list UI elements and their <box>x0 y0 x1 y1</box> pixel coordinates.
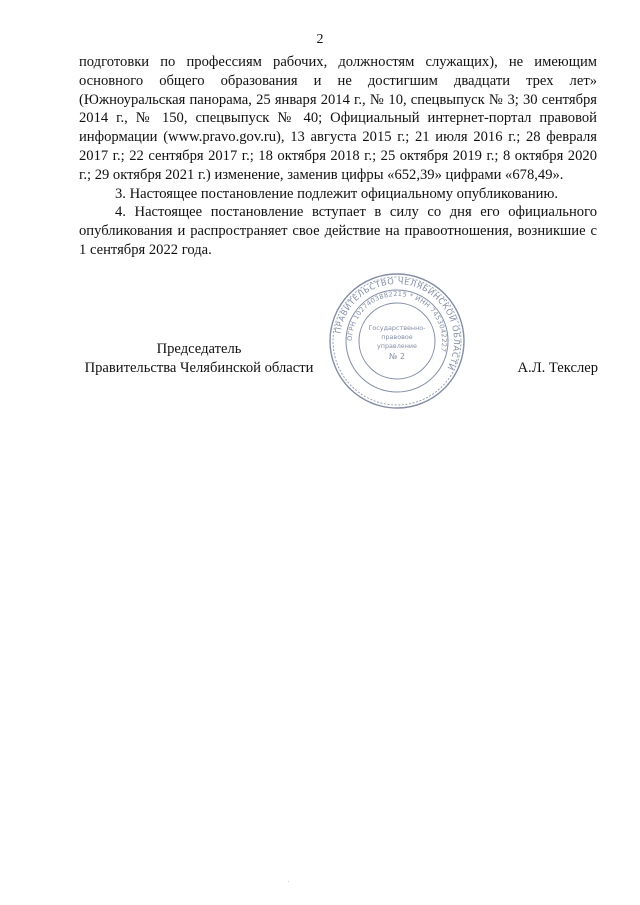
document-body <box>79 53 597 260</box>
signatory-position-title: Председатель <box>156 341 242 357</box>
page-number: 2 <box>316 32 324 47</box>
paragraph-continuation: подготовки по профессиям рабочих, должностям служащих), не имеющим основного общего образования и не достигшим двадцати трех лет» (Южноуральская панорама, 25 января 2014 г., № 10, спецвыпуск № 3; 30 сентября 2014 г., № 150, спецвыпуск № 40; Официальный интернет-портал правовой информации (www.pravo.gov.ru), 13 августа 2015 г.; 21 июля 2016 г.; 28 февраля 2017 г.; 22 сентября 2017 г.; 18 октября 2018 г.; 25 октября 2019 г.; 8 октября 2020 г.; 29 октября 2021 г.) изменение, заменив цифры «652,39» цифрами «678,49». <box>79 54 597 183</box>
seal-center-line-4: № 2 <box>389 352 405 361</box>
scan-artifact-dot: . <box>288 878 290 884</box>
signatory-position-org: Правительства Челябинской области <box>84 360 314 376</box>
paragraph-3-publication: 3. Настоящее постановление подлежит официальному опубликованию. <box>115 185 559 202</box>
seal-center-line-2: правовое <box>381 333 413 341</box>
seal-center-line-1: Государственно- <box>368 324 426 332</box>
seal-outer-text: ПРАВИТЕЛЬСТВО ЧЕЛЯБИНСКОЙ ОБЛАСТИ <box>332 275 463 373</box>
official-seal-stamp <box>326 270 468 412</box>
signatory-name: А.Л. Текслер <box>517 360 598 376</box>
signatory-position <box>79 340 319 378</box>
paragraph-4-effective-date: 4. Настоящее постановление вступает в силу со дня его официального опубликования и распространяет свое действие на правоотношения, возникшие с 1 сентября 2022 года. <box>79 204 597 258</box>
seal-center-line-3: управление <box>377 342 417 350</box>
seal-numbers-text: ОГРН 1027403882215 * ИНН 7453042227 <box>345 289 449 353</box>
seal-icon <box>326 270 468 412</box>
signature-block <box>0 275 640 448</box>
